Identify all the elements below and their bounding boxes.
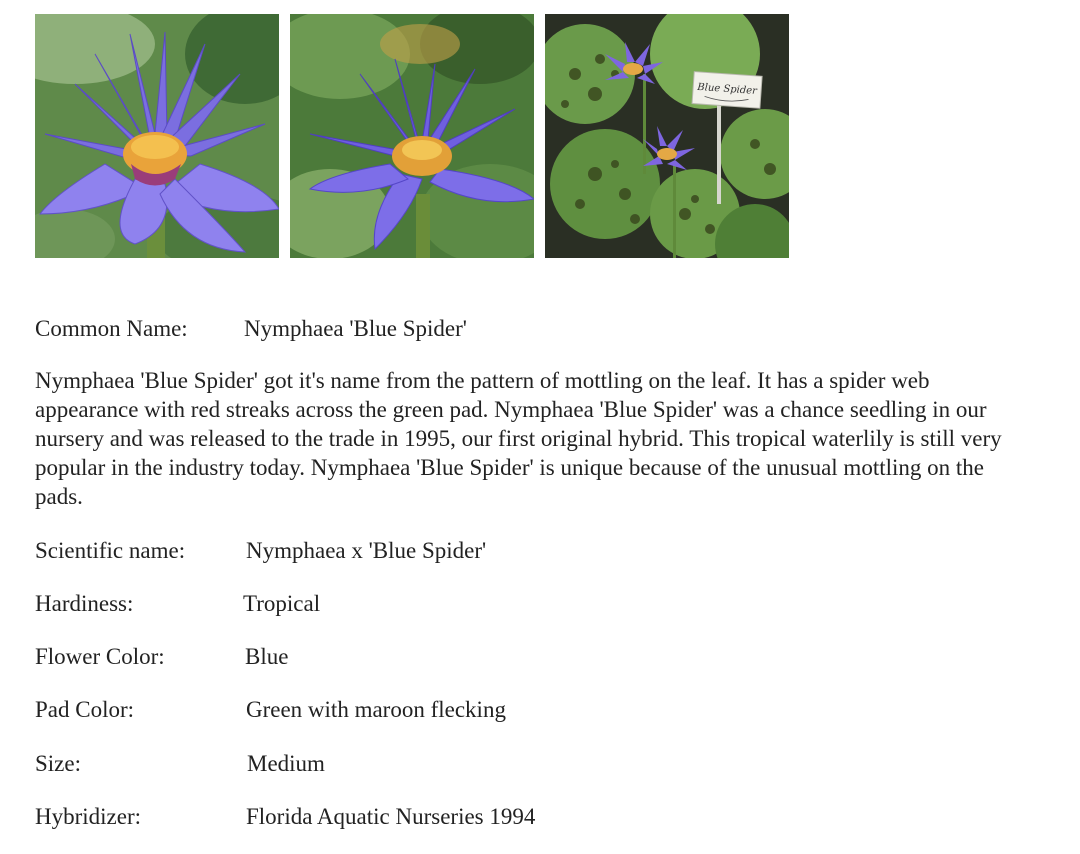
hardiness-label: Hardiness: bbox=[35, 591, 134, 616]
scientific-name-label: Scientific name: bbox=[35, 538, 186, 563]
hardiness-value: Tropical bbox=[243, 591, 321, 616]
plant-tag-text: Blue Spider bbox=[696, 81, 758, 98]
hybridizer-value: Florida Aquatic Nurseries 1994 bbox=[246, 804, 536, 829]
size-label: Size: bbox=[35, 751, 81, 776]
plant-description: Nymphaea 'Blue Spider' got it's name from the pattern of mottling on the leaf. It has a spider web appearance with red streaks across the green pad. Nymphaea 'Blue Spider' was a chance seedling in our nursery and was released to the trade in 1995, our first original hybrid. This tropical waterlily is still very popular in the industry today. Nymphaea 'Blue Spider' is unique because of the unusual mottling on the pads. bbox=[35, 368, 1002, 509]
flower-color-value: Blue bbox=[245, 644, 289, 669]
blue-waterlily-flower-side-icon bbox=[290, 14, 534, 258]
gallery-image-3[interactable] bbox=[545, 14, 789, 258]
common-name-value: Nymphaea 'Blue Spider' bbox=[244, 316, 467, 341]
image-gallery bbox=[35, 14, 789, 258]
scientific-name-value: Nymphaea x 'Blue Spider' bbox=[246, 538, 487, 563]
gallery-image-2[interactable] bbox=[290, 14, 534, 258]
gallery-image-1[interactable] bbox=[35, 14, 279, 258]
size-value: Medium bbox=[247, 751, 325, 776]
common-name-label: Common Name: bbox=[35, 316, 188, 341]
hybridizer-label: Hybridizer: bbox=[35, 804, 142, 829]
flower-color-label: Flower Color: bbox=[35, 644, 165, 669]
pad-color-value: Green with maroon flecking bbox=[246, 697, 506, 722]
blue-waterlily-flower-closeup-icon bbox=[35, 14, 279, 258]
pad-color-label: Pad Color: bbox=[35, 697, 135, 722]
waterlily-pads-with-plant-tag-icon bbox=[545, 14, 789, 258]
